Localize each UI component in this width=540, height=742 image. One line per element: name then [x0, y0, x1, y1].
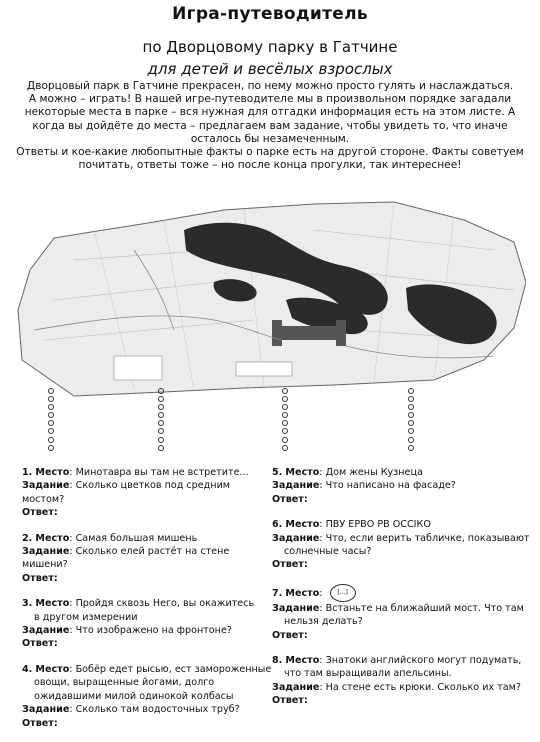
legend-column-4: [408, 388, 417, 453]
legend-column-1: [48, 388, 57, 453]
task-4-place-cont: овощи, выращенные йогами, долго: [34, 677, 215, 689]
task-1-place: Минотавра вы там не встретите...: [75, 467, 249, 478]
intro-paragraph-3: Ответы и кое-какие любопытные факты о парке есть на другой стороне. Факты советуем почитать, ответы тоже – но после конца прогулки, так интереснее!: [16, 146, 524, 172]
task-1: 1. Место: Минотавра вы там не встретите... Задание: Сколько цветков под средним мостом? Ответ:: [22, 466, 272, 520]
task-6-place: ПВУ ЕРВО РВ ОССІКО: [325, 519, 431, 531]
task-5-task: Что написано на фасаде?: [325, 480, 456, 492]
map-label-box: [236, 362, 292, 376]
task-2-place: Самая большая мишень: [75, 532, 198, 544]
task-1-answer: Ответ:: [22, 507, 58, 519]
legend-column-2: [158, 388, 167, 453]
task-5-place: Дом жены Кузнеца: [325, 467, 423, 478]
task-8-answer: Ответ:: [272, 695, 308, 707]
task-7-stamp: [...]: [330, 584, 356, 602]
tasks-left-column: [22, 466, 272, 742]
task-4-task: Сколько там водосточных труб?: [75, 704, 240, 716]
task-2: 2. Место: Самая большая мишень Задание: Сколько елей растёт на стене мишени? Ответ:: [22, 532, 272, 586]
page-title: Игра-путеводитель: [172, 4, 368, 24]
task-5-answer: Ответ:: [272, 493, 308, 505]
task-2-answer: Ответ:: [22, 572, 58, 584]
task-7-task: Встаньте на ближайший мост. Что там: [325, 602, 524, 614]
task-2-task: Сколько елей растёт на стене мишени?: [22, 546, 230, 571]
task-4-place: Бобёр едет рысью, ест замороженные: [75, 663, 272, 675]
intro-paragraph-2: А можно – играть! В нашей игре-путеводителе мы в произвольном порядке загадали некоторые места в парке – вся нужная для отгадки информация есть на этом листе. А когда вы дойдёте до места – предлагаем вам задание, чтобы увидеть то, что иначе осталось бы незамеченным.: [24, 93, 516, 145]
task-4: 4. Место: Бобёр едет рысью, ест замороженные овощи, выращенные йогами, долго ожидавшими милой одинокой колбасы Задание: Сколько там водосточных труб? Ответ:: [22, 663, 272, 729]
task-6-task-cont: солнечные часы?: [284, 546, 372, 558]
task-3: 3. Место: Пройдя сквозь Него, вы окажитесь в другом измерении Задание: Что изображено на фронтоне? Ответ:: [22, 597, 272, 651]
page-subtitle: по Дворцовому парку в Гатчине: [142, 38, 398, 56]
map-legend-box: [114, 356, 162, 380]
task-3-place: Пройдя сквозь Него, вы окажитесь: [75, 598, 255, 610]
task-4-place-cont-2: ожидавшими милой одинокой колбасы: [34, 690, 234, 702]
task-6-task: Что, если верить табличке, показывают: [325, 532, 530, 544]
task-8-place: Знатоки английского могут подумать,: [325, 655, 522, 667]
page-subtitle-audience: для детей и весёлых взрослых: [147, 60, 393, 78]
task-7: 7. Место: [...] Задание: Встаньте на ближайший мост. Что там нельзя делать? Ответ:: [272, 584, 534, 642]
task-8: 8. Место: Знатоки английского могут подумать, что там выращивали апельсины. Задание: На стене есть крюки. Сколько их там? Ответ:: [272, 654, 534, 708]
task-8-place-cont: что там выращивали апельсины.: [284, 668, 452, 680]
task-5: 5. Место: Дом жены Кузнеца Задание: Что написано на фасаде? Ответ:: [272, 466, 534, 506]
task-6: 6. Место: ПВУ ЕРВО РВ ОССІКО Задание: Что, если верить табличке, показывают солнечные часы? Ответ:: [272, 518, 534, 572]
intro-text: [12, 80, 528, 172]
task-7-task-cont: нельзя делать?: [284, 616, 363, 628]
task-3-answer: Ответ:: [22, 638, 58, 650]
legend-column-3: [282, 388, 291, 453]
task-4-answer: Ответ:: [22, 717, 58, 729]
tasks-right-column: [272, 466, 534, 720]
task-3-task: Что изображено на фронтоне?: [75, 625, 232, 637]
park-map: [14, 160, 526, 460]
task-8-task: На стене есть крюки. Сколько их там?: [325, 681, 521, 693]
intro-paragraph-1: Дворцовый парк в Гатчине прекрасен, по нему можно просто гулять и наслаждаться.: [26, 80, 514, 92]
task-7-answer: Ответ:: [272, 629, 308, 641]
task-3-place-cont: в другом измерении: [34, 611, 138, 623]
task-1-task: Сколько цветков под средним мостом?: [22, 480, 231, 505]
task-6-answer: Ответ:: [272, 559, 308, 571]
